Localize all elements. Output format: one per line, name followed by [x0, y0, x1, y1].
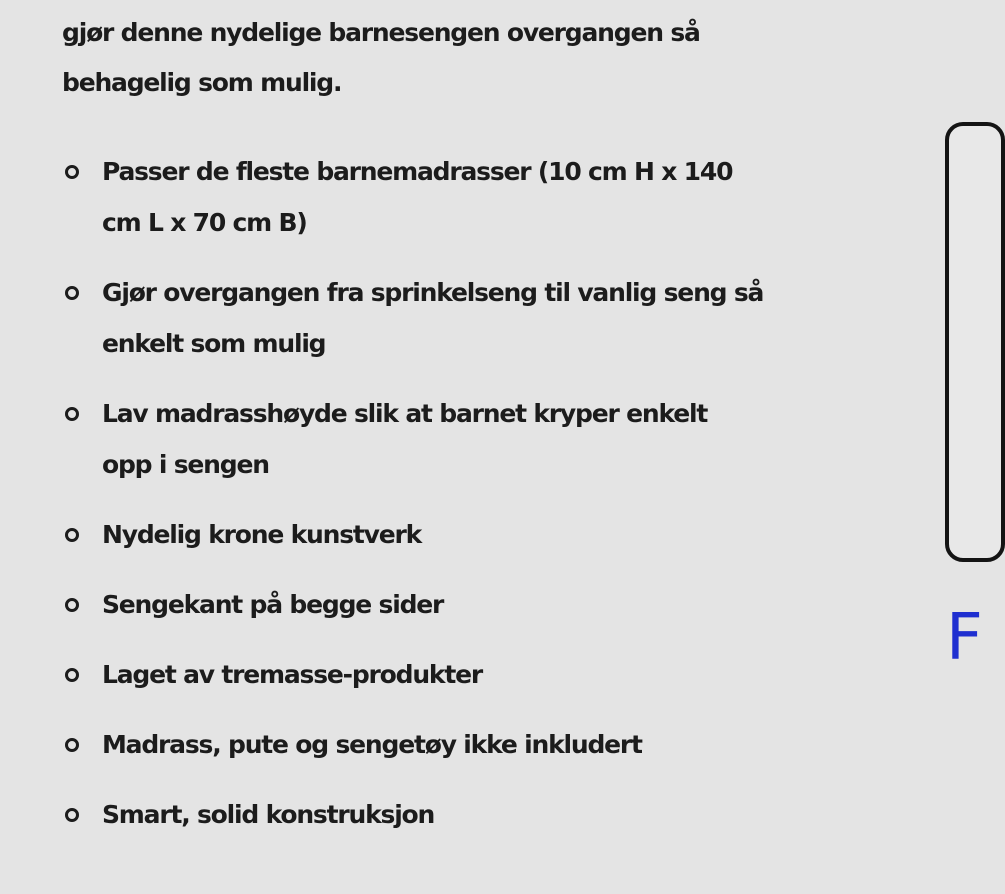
feature-list	[62, 146, 802, 859]
feature-item	[62, 579, 802, 630]
bullet-icon	[65, 808, 79, 822]
feature-line: enkelt som mulig	[102, 329, 326, 358]
intro-paragraph	[62, 8, 822, 108]
feature-line: Gjør overgangen fra sprinkelseng til vanlig seng så	[102, 278, 764, 307]
feature-item	[62, 146, 802, 248]
bullet-icon	[65, 668, 79, 682]
intro-line: behagelig som mulig.	[62, 68, 342, 97]
feature-item	[62, 649, 802, 700]
feature-item	[62, 789, 802, 840]
side-heading-fragment: F	[946, 601, 983, 675]
intro-line: gjør denne nydelige barnesengen overgangen så	[62, 18, 700, 47]
feature-item	[62, 719, 802, 770]
product-description	[62, 8, 822, 829]
feature-line: opp i sengen	[102, 450, 269, 479]
feature-item	[62, 388, 802, 490]
bullet-icon	[65, 598, 79, 612]
bullet-icon	[65, 528, 79, 542]
feature-item	[62, 509, 802, 560]
feature-line: cm L x 70 cm B)	[102, 208, 307, 237]
bullet-icon	[65, 286, 79, 300]
feature-line: Lav madrasshøyde slik at barnet kryper enkelt	[102, 399, 708, 428]
feature-line: Smart, solid konstruksjon	[102, 800, 435, 829]
feature-line: Sengekant på begge sider	[102, 590, 444, 619]
bullet-icon	[65, 407, 79, 421]
feature-line: Madrass, pute og sengetøy ikke inkludert	[102, 730, 642, 759]
side-panel-box[interactable]	[945, 122, 1005, 562]
feature-line: Passer de fleste barnemadrasser (10 cm H x 140	[102, 157, 733, 186]
bullet-icon	[65, 165, 79, 179]
feature-item	[62, 267, 802, 369]
feature-line: Laget av tremasse-produkter	[102, 660, 482, 689]
feature-line: Nydelig krone kunstverk	[102, 520, 422, 549]
bullet-icon	[65, 738, 79, 752]
